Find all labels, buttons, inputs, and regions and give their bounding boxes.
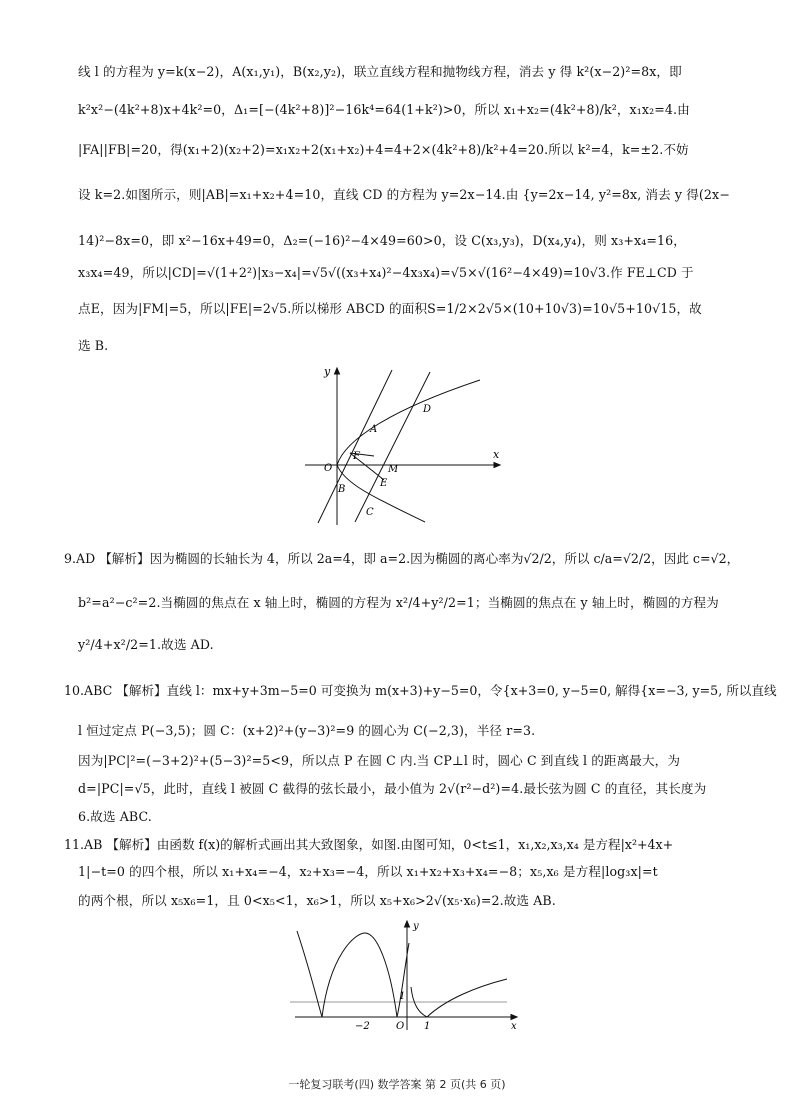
- q9-line-2: b²=a²−c²=2.当椭圆的焦点在 x 轴上时，椭圆的方程为 x²/4+y²/2=1；当椭圆的焦点在 y 轴上时，椭圆的方程为: [78, 595, 719, 610]
- p8-line-2: k²x²−(4k²+8)x+4k²=0，Δ₁=[−(4k²+8)]²−16k⁴=64(1+k²)>0，所以 x₁+x₂=(4k²+8)/k²，x₁x₂=4.由: [78, 102, 690, 117]
- fig1-point-m: M: [388, 464, 399, 475]
- q9-head: 9.AD 【解析】因为椭圆的长轴长为 4，所以 2a=4，即 a=2.因为椭圆的离心率为√2/2，所以 c/a=√2/2，因此 c=√2，: [64, 551, 740, 566]
- p8-line-1: 线 l 的方程为 y=k(x−2)，A(x₁,y₁)，B(x₂,y₂)，联立直线方程和抛物线方程，消去 y 得 k²(x−2)²=8x，即: [78, 64, 682, 79]
- fig2-y-label: y: [413, 921, 419, 932]
- fig2-tick-1y: 1: [399, 991, 406, 1002]
- fig1-origin-label: O: [324, 463, 333, 474]
- q10-line-5: 6.故选 ABC.: [78, 809, 152, 824]
- p8-line-4: 设 k=2.如图所示，则|AB|=x₁+x₂+4=10，直线 CD 的方程为 y=2x−14.由 {y=2x−14, y²=8x, 消去 y 得(2x−: [78, 187, 730, 202]
- q10-line-4: d=|PC|=√5，此时，直线 l 被圆 C 截得的弦长最小，最小值为 2√(r²−d²)=4.最长弦为圆 C 的直径，其长度为: [78, 781, 707, 796]
- q11-line-3: 的两个根，所以 x₅x₆=1，且 0<x₅<1，x₆>1，所以 x₅+x₆>2√(x₅·x₆)=2.故选 AB.: [78, 893, 556, 908]
- q10-line-3: 因为|PC|²=(−3+2)²+(5−3)²=5<9，所以点 P 在圆 C 内.当 CP⊥l 时，圆心 C 到直线 l 的距离最大，为: [78, 753, 681, 768]
- q10-head: 10.ABC 【解析】直线 l：mx+y+3m−5=0 可变换为 m(x+3)+y−5=0，令{x+3=0, y−5=0, 解得{x=−3, y=5, 所以直线: [64, 683, 777, 698]
- p8-line-3: |FA||FB|=20，得(x₁+2)(x₂+2)=x₁x₂+2(x₁+x₂)+4=4+2×(4k²+8)/k²+4=20.所以 k²=4，k=±2.不妨: [78, 142, 689, 157]
- fig1-point-d: D: [423, 404, 432, 415]
- parabola-trapezoid-figure: [300, 360, 510, 530]
- q11-head: 11.AB 【解析】由函数 f(x)的解析式画出其大致图象，如图.由图可知，0<t≤1，x₁,x₂,x₃,x₄ 是方程|x²+4x+: [64, 837, 674, 852]
- fig2-x-label: x: [511, 1021, 517, 1032]
- fig1-y-label: y: [324, 365, 331, 378]
- q11-line-2: 1|−t=0 的四个根，所以 x₁+x₄=−4，x₂+x₃=−4，所以 x₁+x₂+x₃+x₄=−8；x₅,x₆ 是方程|log₃x|=t: [78, 864, 658, 879]
- fig2-origin-label: O: [396, 1021, 405, 1032]
- p8-line-6: x₃x₄=49，所以|CD|=√(1+2²)|x₃−x₄|=√5√((x₃+x₄)²−4x₃x₄)=√5×√(16²−4×49)=10√3.作 FE⊥CD 于: [78, 265, 694, 280]
- fig1-point-e: E: [380, 478, 388, 489]
- q10-line-2: l 恒过定点 P(−3,5)；圆 C：(x+2)²+(y−3)²=9 的圆心为 C(−2,3)，半径 r=3.: [78, 723, 536, 738]
- fig1-point-b: B: [338, 484, 346, 495]
- p8-line-7: 点E，因为|FM|=5，所以|FE|=2√5.所以梯形 ABCD 的面积S=1/2×2√5×(10+10√3)=10√5+10√15，故: [78, 301, 702, 316]
- fig2-tick-1x: 1: [424, 1021, 431, 1032]
- p8-line-5: 14)²−8x=0，即 x²−16x+49=0，Δ₂=(−16)²−4×49=60>0，设 C(x₃,y₃)，D(x₄,y₄)，则 x₃+x₄=16，: [78, 233, 686, 248]
- fig1-point-a: A: [370, 424, 378, 435]
- page-footer: 一轮复习联考(四) 数学答案 第 2 页(共 6 页): [288, 1078, 506, 1091]
- fig2-tick-neg2: −2: [355, 1021, 370, 1032]
- q9-line-3: y²/4+x²/2=1.故选 AD.: [78, 637, 214, 652]
- function-graph-figure: [285, 915, 525, 1035]
- fig1-point-f: F: [353, 451, 360, 462]
- p8-line-8: 选 B.: [78, 338, 109, 353]
- fig1-x-label: x: [493, 448, 500, 461]
- fig1-point-c: C: [366, 507, 374, 518]
